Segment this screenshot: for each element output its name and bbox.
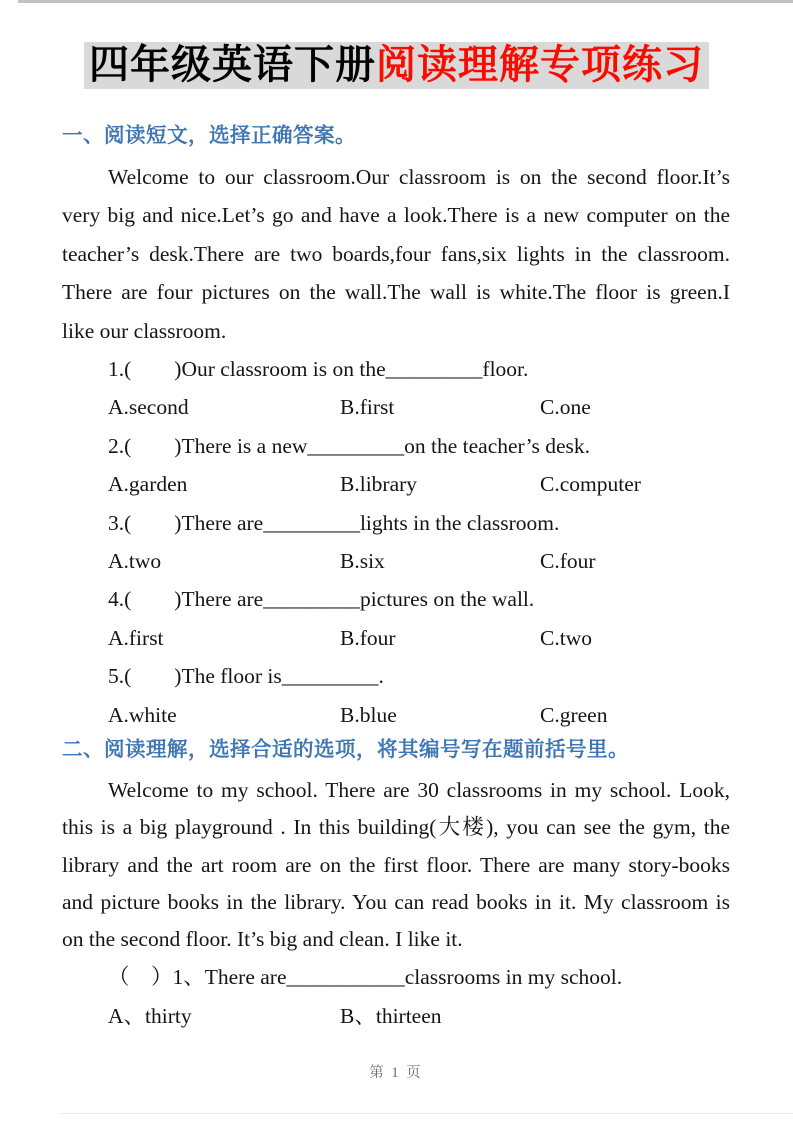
options-row	[108, 388, 730, 426]
passage-line: Welcome to our classroom.Our classroom is on the second floor.It’s	[108, 165, 730, 189]
option-c: C.green	[540, 702, 608, 727]
option-a: A.second	[108, 395, 189, 420]
question-block-2	[62, 427, 730, 504]
question-block-6	[62, 958, 730, 1035]
option-a: A.two	[108, 549, 162, 574]
passage-line: and picture books in the library. You can read books in it. My classroom is	[62, 889, 730, 914]
footer-page-number: 第 1 页	[369, 1064, 423, 1081]
passage-line: teacher’s desk.There are two boards,four fans,six lights in the classroom.	[62, 241, 730, 266]
passage-1	[62, 158, 730, 350]
option-a: A、thirty	[108, 1003, 192, 1028]
option-a: A.garden	[108, 472, 188, 497]
option-c: C.one	[540, 395, 591, 420]
question-block-5	[62, 657, 730, 734]
option-b: B.library	[340, 472, 418, 497]
passage-line: There are four pictures on the wall.The wall is white.The floor is green.I	[62, 280, 730, 305]
section-1	[62, 122, 730, 734]
question-stem: 5.( )The floor is_________.	[108, 664, 384, 689]
option-b: B.six	[340, 549, 385, 574]
passage-line: library and the art room are on the first floor. There are many story-books	[62, 852, 730, 877]
top-border-line	[18, 0, 793, 3]
page-content	[0, 122, 793, 1082]
section-2	[62, 736, 730, 1035]
option-a: A.white	[108, 702, 177, 727]
option-a: A.first	[108, 625, 164, 650]
question-stem: 3.( )There are_________lights in the classroom.	[108, 510, 560, 535]
options-row	[108, 465, 730, 503]
passage-line: Welcome to my school. There are 30 classrooms in my school. Look,	[108, 778, 730, 803]
option-b: B.first	[340, 395, 395, 420]
options-row	[108, 696, 730, 734]
option-b: B.blue	[340, 702, 397, 727]
option-c: C.four	[540, 549, 596, 574]
option-c: C.two	[540, 625, 592, 650]
section-1-heading: 一、阅读短文，选择正确答案。	[62, 125, 356, 147]
title-grade-part: 四年级英语下册	[89, 42, 376, 88]
passage-2	[62, 772, 730, 958]
worksheet-title	[84, 42, 709, 89]
option-c	[540, 997, 730, 1035]
options-row	[108, 542, 730, 580]
passage-line: very big and nice.Let’s go and have a look.There is a new computer on the	[62, 203, 730, 228]
question-block-1	[62, 350, 730, 427]
passage-line: like our classroom.	[62, 318, 227, 343]
question-stem: 1.( )Our classroom is on the_________floor.	[108, 357, 529, 382]
question-block-3	[62, 504, 730, 581]
option-b: B.four	[340, 625, 396, 650]
section-2-heading: 二、阅读理解，选择合适的选项，将其编号写在题前括号里。	[62, 739, 629, 762]
options-row	[108, 619, 730, 657]
question-stem: 2.( )There is a new_________on the teacher’s desk.	[108, 433, 591, 458]
options-row	[108, 997, 730, 1035]
bottom-border-line	[60, 1113, 793, 1114]
question-block-4	[62, 580, 730, 657]
option-c: C.computer	[540, 472, 641, 497]
option-b: B、thirteen	[340, 1003, 442, 1028]
passage-line: this is a big playground . In this building(大楼), you can see the gym, the	[62, 815, 730, 840]
title-topic-part: 阅读理解专项练习	[376, 42, 704, 88]
passage-line: on the second floor. It’s big and clean. I like it.	[62, 926, 463, 951]
question-stem: 4.( )There are_________pictures on the wall.	[108, 587, 535, 612]
question-stem: （ ）1、There are___________classrooms in my school.	[108, 965, 623, 990]
